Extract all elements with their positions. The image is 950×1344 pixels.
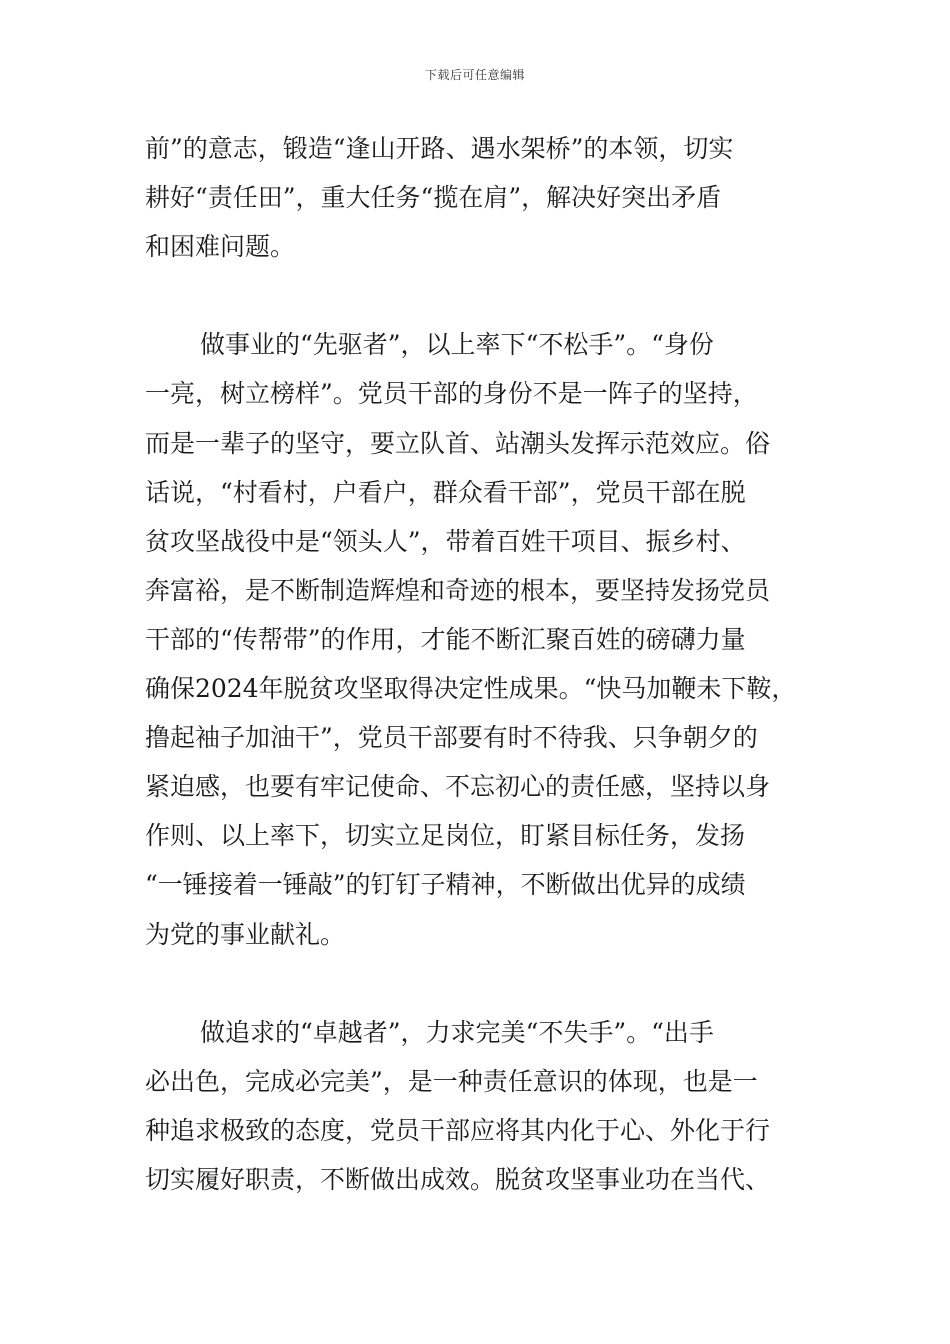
- paragraph-excellence: [145, 1008, 835, 1204]
- text-line: 必出色，完成必完美”，是一种责任意识的体现，也是一: [145, 1066, 758, 1096]
- text-line: 做追求的“卓越者”，力求完美“不失手”。“出手: [200, 1017, 714, 1047]
- text-line: 耕好“责任田”，重大任务“揽在肩”，解决好突出矛盾: [145, 183, 722, 213]
- text-line: 一亮，树立榜样”。党员干部的身份不是一阵子的坚持，: [145, 379, 758, 409]
- text-line: 种追求极致的态度，党员干部应将其内化于心、外化于行: [145, 1115, 771, 1145]
- text-line: 紧迫感，也要有牢记使命、不忘初心的责任感，坚持以身: [145, 772, 771, 802]
- text-line: 奔富裕，是不断制造辉煌和奇迹的根本，要坚持发扬党员: [145, 575, 771, 605]
- text-line: 做事业的“先驱者”，以上率下“不松手”。“身份: [200, 330, 714, 360]
- page-header: 下载后可任意编辑: [424, 68, 525, 82]
- text-line: 作则、以上率下，切实立足岗位，盯紧目标任务，发扬: [145, 821, 746, 851]
- text-line: “一锤接着一锤敲”的钉钉子精神，不断做出优异的成绩: [145, 870, 746, 900]
- text-line: 前”的意志，锻造“逢山开路、遇水架桥”的本领，切实: [145, 134, 734, 163]
- paragraph-spacer: [145, 959, 835, 1008]
- text-line: 为党的事业献礼。: [145, 919, 346, 949]
- text-line: 确保2024年脱贫攻坚取得决定性成果。“快马加鞭未下鞍，: [145, 674, 797, 704]
- text-line: 贫攻坚战役中是“领头人”，带着百姓干项目、振乡村、: [145, 526, 746, 556]
- text-line: 话说，“村看村，户看户，群众看干部”，党员干部在脱: [145, 477, 746, 507]
- document-body: [145, 124, 835, 1204]
- text-line: 干部的“传帮带”的作用，才能不断汇聚百姓的磅礴力量: [145, 624, 746, 654]
- text-line: 撸起袖子加油干”，党员干部要有时不待我、只争朝夕的: [145, 723, 758, 753]
- paragraph-spacer: [145, 271, 835, 320]
- paragraph-pioneer: [145, 320, 835, 958]
- text-line: 和困难问题。: [145, 232, 296, 262]
- text-line: 切实履好职责，不断做出成效。脱贫攻坚事业功在当代、: [145, 1164, 771, 1194]
- text-line: 而是一辈子的坚守，要立队首、站潮头发挥示范效应。俗: [145, 428, 771, 458]
- paragraph-continuation: [145, 124, 835, 271]
